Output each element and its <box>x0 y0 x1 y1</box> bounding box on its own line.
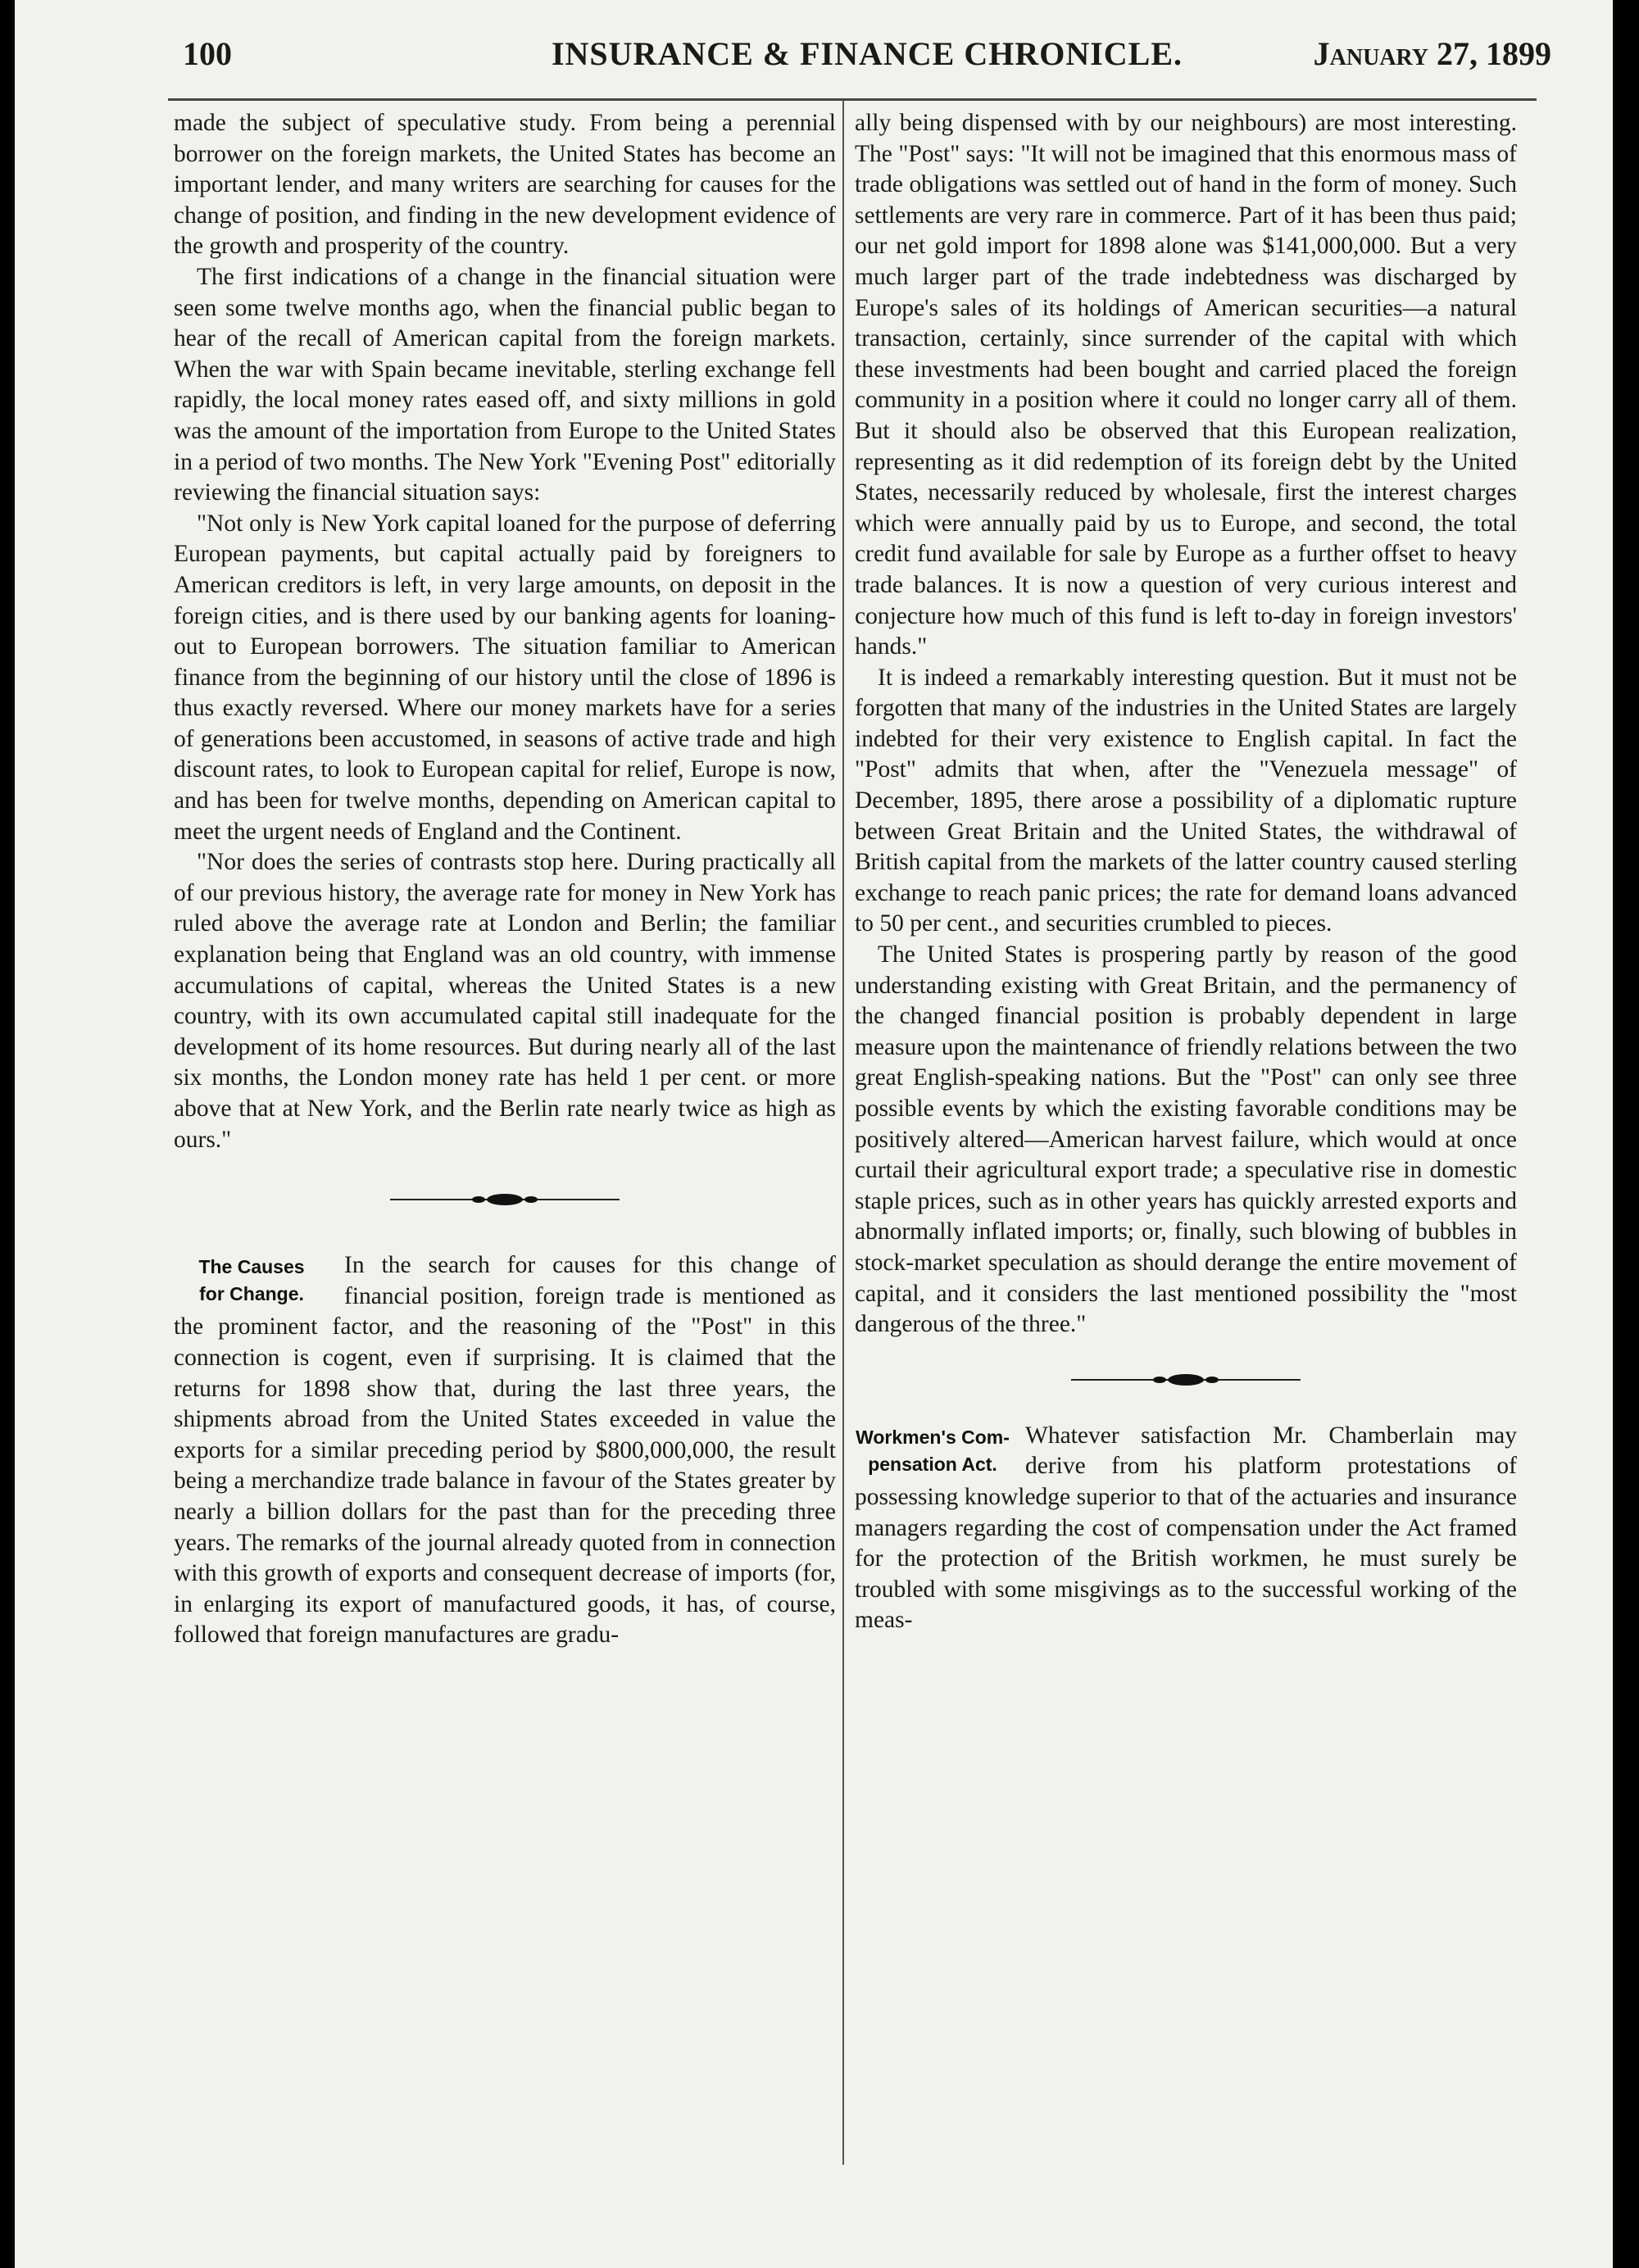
left-quote-paragraph-1: "Not only is New York capital loaned for the purpose of deferring European payments, but capital actually paid by foreigners to American creditors is left, in very large amounts, on deposit in the foreign cities, and is there used by our banking agents for loaning-out to European borrowers. The situation familiar to American finance from the beginning of our history until the close of 1896 is thus exactly reversed. Where our money markets have for a series of generations been accustomed, in seasons of active trade and high discount rates, to look to European capital for relief, Europe is now, and has been for twelve months, depending on American capital to meet the urgent needs of England and the Continent. <box>174 510 836 845</box>
left-column <box>174 108 836 1651</box>
workmens-text: Whatever satisfaction Mr. Chamberlain may derive from his platform protestations of possessing knowledge superior to that of the actuaries and insurance managers regarding the cost of compensation under the Act framed for the protection of the British workmen, he must surely be troubled with some misgivings as to the successful working of the meas- <box>855 1422 1517 1634</box>
column-divider <box>842 100 844 2165</box>
issue-date: January 27, 1899 <box>1313 35 1551 72</box>
left-paragraph-1: made the subject of speculative study. From being a perennial borrower on the foreign markets, the United States has become an important lender, and many writers are searching for causes for the change of position, and finding in the new development evidence of the growth and prosperity of the country. <box>174 110 836 260</box>
sidehead-line: The Causes <box>198 1256 305 1278</box>
section-ornament <box>390 1191 620 1208</box>
sidehead-workmens <box>855 1424 1010 1478</box>
sidehead-line: pensation Act. <box>868 1453 997 1475</box>
right-paragraph-2: It is indeed a remarkably interesting question. But it must not be forgotten that many of the industries in the United States are largely indebted for their very existence to English capital. In fact the "Post" admits that when, after the "Venezuela message" of December, 1895, there arose a possibility of a diplomatic rupture between Great Britain and the United States, the withdrawal of British capital from the markets of the latter country caused sterling exchange to reach panic prices; the rate for demand loans advanced to 50 per cent., and securities crumbled to pieces. <box>855 664 1517 937</box>
sidehead-line: for Change. <box>199 1283 304 1305</box>
left-paragraph-2: The first indications of a change in the financial situation were seen some twelve months ago, when the financial public began to hear of the recall of American capital from the foreign markets. When the war with Spain became inevitable, sterling exchange fell rapidly, the local money rates eased off, and sixty millions in gold was the amount of the importation from Europe to the United States in a period of two months. The New York "Evening Post" editorially reviewing the financial situation says: <box>174 263 836 506</box>
right-paragraph-3: The United States is prospering partly by reason of the good understanding existing with Great Britain, and the permanency of the changed financial position is probably dependent in large measure upon the maintenance of friendly relations between the two great English-speaking nations. But the "Post" can only see three possible events by which the existing favorable conditions may be positively altered—American harvest failure, which would at once curtail their agricultural export trade; a speculative rise in domestic staple prices, such as in other years has quickly arrested exports and abnormally inflated imports; or, finally, such blowing of bubbles in stock-market speculation as should derange the entire movement of capital, and it considers the last mentioned possibility the "most dangerous of the three." <box>855 941 1517 1338</box>
causes-text: In the search for causes for this change of financial position, foreign trade is mentioned as the prominent factor, and the reasoning of the "Post" in this connection is cogent, even if surprising. It is claimed that the returns for 1898 show that, during the last three years, the shipments abroad from the United States exceeded in value the exports for a similar preceding period by $800,000,000, the result being a merchandize trade balance in favour of the States greater by nearly a billion dollars for the past than for the preceding three years. The remarks of the journal already quoted from in connection with this growth of exports and consequent decrease of imports (for, in enlarging its export of manufactured goods, it has, of course, followed that foreign manufactures are gradu- <box>174 1252 836 1649</box>
section-causes-for-change <box>174 1250 836 1651</box>
right-column <box>855 108 1517 1636</box>
sidehead-causes <box>174 1254 329 1308</box>
right-paragraph-1: ally being dispensed with by our neighbours) are most interesting. The "Post" says: "It will not be imagined that this enormous mass of trade obligations was settled out of hand in the form of money. Such settlements are very rare in commerce. Part of it has been thus paid; our net gold import for 1898 alone was $141,000,000. But a very much larger part of the trade indebtedness was discharged by Europe's sales of its holdings of American securities—a natural transaction, certainly, since surrender of the capital with which these investments had been bought and carried placed the foreign community in a position where it could no longer carry all of them. But it should also be observed that this European realization, representing as it did redemption of its foreign debt by the United States, necessarily reduced by wholesale, first the interest charges which were annually paid by us to Europe, and second, the total credit fund available for sale by Europe as a further offset to heavy trade balances. It is now a question of very curious interest and conjecture how much of this fund is left to-day in foreign investors' hands." <box>855 110 1517 660</box>
publication-title: INSURANCE & FINANCE CHRONICLE. <box>551 35 1183 72</box>
left-quote-paragraph-2: "Nor does the series of contrasts stop here. During practically all of our previous history, the average rate for money in New York has ruled above the average rate at London and Berlin; the familiar explanation being that England was an old country, with immense accumulations of capital, whereas the United States is a new country, with its own accumulated capital still inadequate for the development of its home resources. But during nearly all of the last six months, the London money rate has held 1 per cent. or more above that at New York, and the Berlin rate nearly twice as high as ours." <box>174 849 836 1153</box>
page-number: 100 <box>183 35 232 72</box>
page-header <box>183 31 1551 80</box>
header-rule <box>168 98 1537 101</box>
sidehead-line: Workmen's Com- <box>856 1426 1010 1448</box>
section-workmens-compensation <box>855 1421 1517 1636</box>
section-ornament <box>1071 1372 1301 1388</box>
